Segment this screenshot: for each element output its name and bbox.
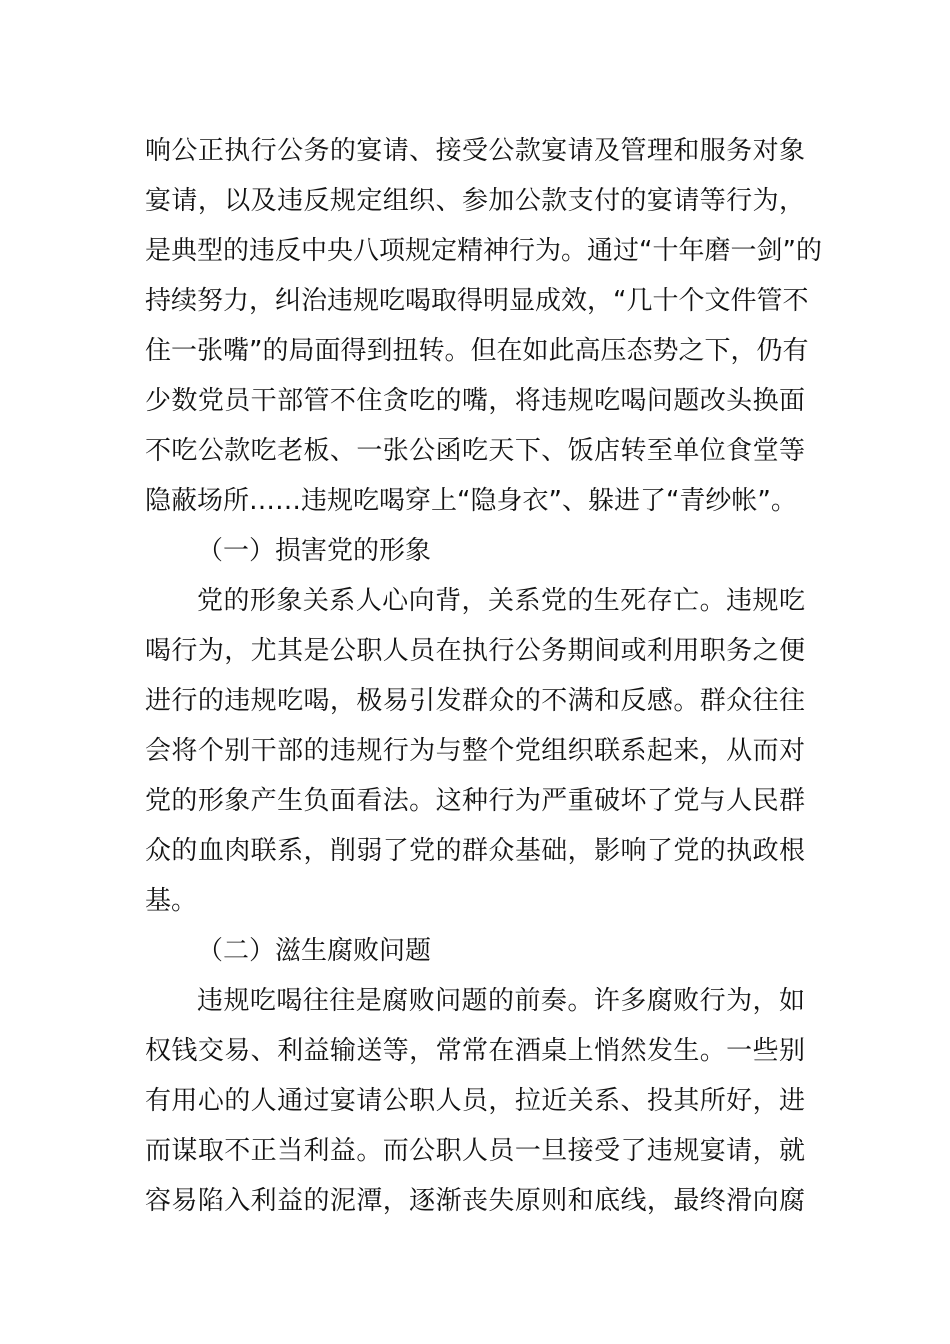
paragraph-line: 响公正执行公务的宴请、接受公款宴请及管理和服务对象	[145, 136, 805, 166]
paragraph-line: 党的形象产生负面看法。这种行为严重破坏了党与人民群	[145, 786, 805, 816]
paragraph-line: 进行的违规吃喝，极易引发群众的不满和反感。群众往往	[145, 686, 805, 716]
paragraph-line: 喝行为，尤其是公职人员在执行公务期间或利用职务之便	[145, 636, 805, 666]
paragraph-line: 不吃公款吃老板、一张公函吃天下、饭店转至单位食堂等	[145, 436, 805, 466]
paragraph-line: 容易陷入利益的泥潭，逐渐丧失原则和底线，最终滑向腐	[145, 1186, 805, 1216]
paragraph-line: 基。	[145, 886, 198, 916]
section-heading: （二）滋生腐败问题	[197, 936, 432, 966]
paragraph-line: 权钱交易、利益输送等，常常在酒桌上悄然发生。一些别	[145, 1036, 805, 1066]
paragraph-line: 隐蔽场所……违规吃喝穿上“隐身衣”、躲进了“青纱帐”。	[145, 486, 797, 516]
paragraph-line: 众的血肉联系，削弱了党的群众基础，影响了党的执政根	[145, 836, 805, 866]
paragraph-line: 违规吃喝往往是腐败问题的前奏。许多腐败行为，如	[197, 986, 805, 1016]
section-heading: （一）损害党的形象	[197, 536, 432, 566]
document-body	[145, 126, 822, 1226]
paragraph-line: 会将个别干部的违规行为与整个党组织联系起来，从而对	[145, 736, 805, 766]
paragraph-line: 宴请，以及违反规定组织、参加公款支付的宴请等行为，	[145, 186, 805, 216]
paragraph-line: 住一张嘴”的局面得到扭转。但在如此高压态势之下，仍有	[145, 336, 809, 366]
paragraph-line: 少数党员干部管不住贪吃的嘴，将违规吃喝问题改头换面	[145, 386, 805, 416]
paragraph-line: 是典型的违反中央八项规定精神行为。通过“十年磨一剑”的	[145, 236, 822, 266]
paragraph-line: 持续努力，纠治违规吃喝取得明显成效，“几十个文件管不	[145, 286, 809, 316]
paragraph-line: 党的形象关系人心向背，关系党的生死存亡。违规吃	[197, 586, 805, 616]
paragraph-line: 而谋取不正当利益。而公职人员一旦接受了违规宴请，就	[145, 1136, 805, 1166]
paragraph-line: 有用心的人通过宴请公职人员，拉近关系、投其所好，进	[145, 1086, 805, 1116]
